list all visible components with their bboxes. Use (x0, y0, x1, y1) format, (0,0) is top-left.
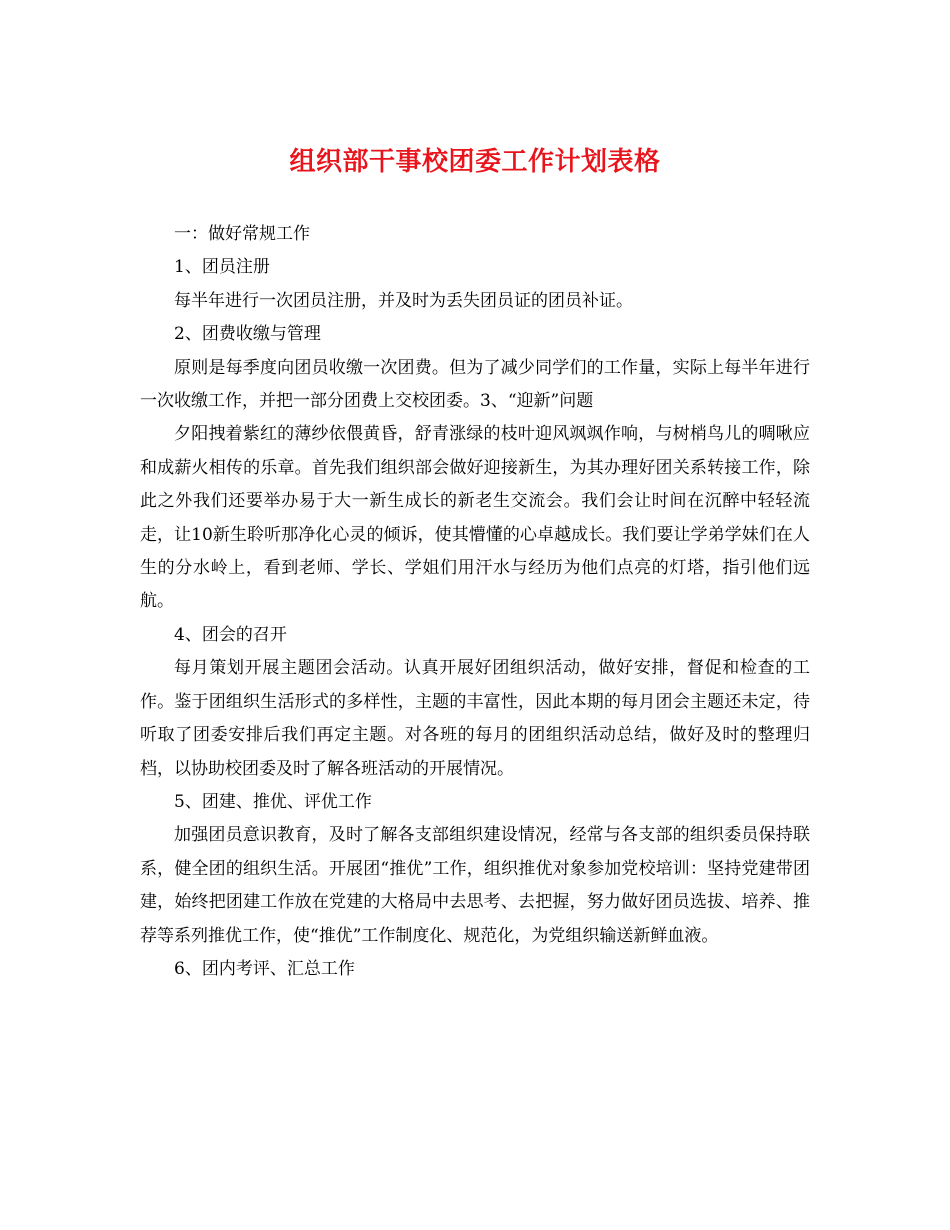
document-body (140, 218, 810, 986)
section-heading: 一：做好常规工作 (174, 224, 310, 244)
paragraph: 夕阳拽着紫红的薄纱依偎黄昏，舒青涨绿的枝叶迎风飒飒作响，与树梢鸟儿的啁啾应和成薪火相传的乐章。首先我们组织部会做好迎接新生，为其办理好团关系转接工作，除此之外我们还要举办易于大一新生成长的新老生交流会。我们会让时间在沉醉中轻轻流走，让10新生聆听那净化心灵的倾诉，使其懵懂的心卓越成长。我们要让学弟学妹们在人生的分水岭上，看到老师、学长、学姐们用汗水与经历为他们点亮的灯塔，指引他们远航。 (140, 424, 810, 612)
item-heading: 2、团费收缴与管理 (174, 324, 321, 345)
paragraph: 原则是每季度向团员收缴一次团费。但为了减少同学们的工作量，实际上每半年进行一次收缴工作，并把一部分团费上交校团委。3、“迎新”问题 (140, 357, 810, 412)
item-heading: 6、团内考评、汇总工作 (174, 958, 355, 979)
paragraph: 每半年进行一次团员注册，并及时为丢失团员证的团员补证。 (174, 290, 633, 311)
item-heading: 5、团建、推优、评优工作 (174, 791, 372, 812)
item-heading: 4、团会的召开 (174, 624, 287, 645)
paragraph: 每月策划开展主题团会活动。认真开展好团组织活动，做好安排，督促和检查的工作。鉴于团组织生活形式的多样性，主题的丰富性，因此本期的每月团会主题还未定，待听取了团委安排后我们再定主题。对各班的每月的团组织活动总结，做好及时的整理归档，以协助校团委及时了解各班活动的开展情况。 (140, 658, 810, 779)
paragraph: 加强团员意识教育，及时了解各支部组织建设情况，经常与各支部的组织委员保持联系，健全团的组织生活。开展团“推优”工作，组织推优对象参加党校培训：坚持党建带团建，始终把团建工作放在党建的大格局中去思考、去把握，努力做好团员选拔、培养、推荐等系列推优工作，使“推优”工作制度化、规范化，为党组织输送新鲜血液。 (140, 825, 810, 946)
document-title: 组织部干事校团委工作计划表格 (289, 147, 661, 177)
item-heading: 1、团员注册 (174, 257, 270, 278)
